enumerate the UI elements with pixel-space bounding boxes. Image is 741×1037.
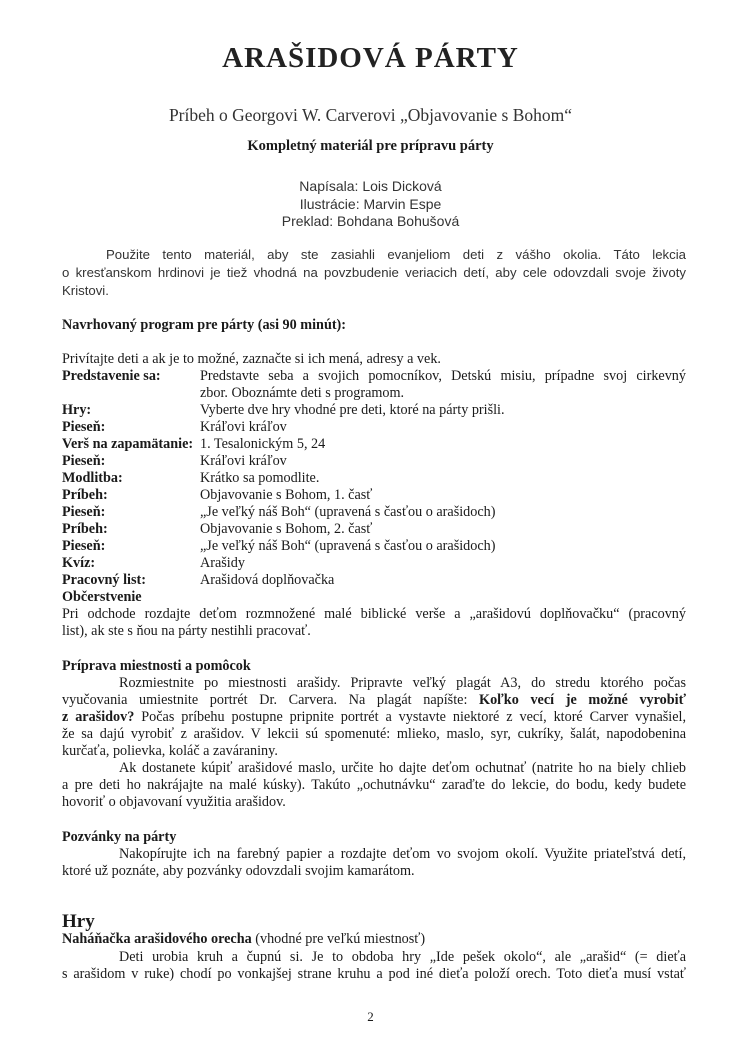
game-rules-line: Deti urobia kruh a čupnú si. Je to obdoba hry „Ide pešek okolo“, ale „arašid“ (= dieťa <box>119 949 686 965</box>
page-number: 2 <box>367 1009 374 1024</box>
program-value: Predstavte seba a svojich pomocníkov, Detskú misiu, prípadne svoj cirkevný <box>200 368 686 384</box>
program-value: zbor. Oboznámte deti s programom. <box>200 385 405 401</box>
program-label: Pieseň: <box>62 453 106 469</box>
program-value: Arašidová doplňovačka <box>200 572 335 588</box>
author-credit: Napísala: Lois Dicková <box>299 178 442 194</box>
program-label: Občerstvenie <box>62 589 142 605</box>
program-value: Kráľovi kráľov <box>200 419 287 435</box>
invitations-line: ktoré už poznáte, aby pozvánky odovzdali svojim kamarátom. <box>62 863 415 879</box>
program-value: Objavovanie s Bohom, 2. časť <box>200 521 373 537</box>
preparation-heading: Príprava miestnosti a pomôcok <box>62 658 251 674</box>
program-value: Kráľovi kráľov <box>200 453 287 469</box>
program-value: Objavovanie s Bohom, 1. časť <box>200 487 373 503</box>
poster-question-text: z arašidov? <box>62 709 135 725</box>
preparation-line: z arašidov? Počas príbehu postupne pripnite portrét a vystavte niektoré z vecí, ktoré Carver vynašiel, <box>62 709 686 725</box>
program-heading: Navrhovaný program pre párty (asi 90 minút): <box>62 317 347 333</box>
preparation-line: že sa dajú vyrobiť z arašidov. V lekcii sú spomenuté: mlieko, maslo, syr, cukríky, šalát, napodobenina <box>62 726 686 742</box>
game-title: Naháňačka arašidového orecha (vhodné pre veľkú miestnosť) <box>62 931 426 947</box>
program-label: Predstavenie sa: <box>62 368 161 384</box>
intro-line-2: o kresťanskom hrdinovi je tiež vhodná na povzbudenie veriacich detí, aby cele odovzdali svoje životy <box>62 265 686 280</box>
preparation-line: kurčaťa, polievka, koláč a zaváraniny. <box>62 743 278 759</box>
program-label: Modlitba: <box>62 470 123 486</box>
poster-question-text: Koľko vecí je možné vyrobiť <box>479 692 686 708</box>
intro-line-3: Kristovi. <box>62 283 109 298</box>
preparation-line: vyučovania umiestnite portrét Dr. Carvera. Na plagát napíšte: Koľko vecí je možné vyrobiť <box>62 692 686 708</box>
preparation-line: hovoriť o objavovaní využitia arašidov. <box>62 794 286 810</box>
program-label: Hry: <box>62 402 92 418</box>
program-value: „Je veľký náš Boh“ (upravená s časťou o arašidoch) <box>200 538 496 554</box>
page-subtitle: Príbeh o Georgovi W. Carverovi „Objavovanie s Bohom“ <box>168 105 573 125</box>
material-subheading: Kompletný materiál pre prípravu párty <box>247 138 494 154</box>
program-label: Pieseň: <box>62 419 106 435</box>
program-label: Pieseň: <box>62 504 106 520</box>
illustrations-credit: Ilustrácie: Marvin Espe <box>299 196 442 212</box>
translation-credit: Preklad: Bohdana Bohušová <box>281 213 460 229</box>
page-title: ARAŠIDOVÁ PÁRTY <box>222 42 519 74</box>
preparation-line: a pre deti ho nakrájajte na malé kúsky). Takúto „ochutnávku“ zaraďte do lekcie, do bodu, kedy budete <box>62 777 686 793</box>
program-label: Pieseň: <box>62 538 106 554</box>
program-welcome: Privítajte deti a ak je to možné, zaznačte si ich mená, adresy a vek. <box>62 351 441 367</box>
program-label: Príbeh: <box>62 521 108 537</box>
program-value: „Je veľký náš Boh“ (upravená s časťou o arašidoch) <box>200 504 496 520</box>
invitations-heading: Pozvánky na párty <box>62 829 177 845</box>
invitations-line: Nakopírujte ich na farebný papier a rozdajte deťom vo svojom okolí. Využite priateľstvá detí, <box>119 846 686 862</box>
departure-line-2: list), ak ste s ňou na párty nestihli pracovať. <box>62 623 311 639</box>
game-rules-line: s arašidom v ruke) chodí po vonkajšej strane kruhu a pod iné dieťa položí orech. Toto dieťa musí vstať <box>62 966 686 982</box>
program-label: Verš na zapamätanie: <box>62 436 194 452</box>
preparation-line: Ak dostanete kúpiť arašidové maslo, určite ho dajte deťom ochutnať (natrite ho na biely chlieb <box>119 760 686 776</box>
departure-line-1: Pri odchode rozdajte deťom rozmnožené malé biblické verše a „arašidovú doplňovačku“ (pracovný <box>62 606 686 622</box>
preparation-line: Rozmiestnite po miestnosti arašidy. Pripravte veľký plagát A3, do stredu ktorého počas <box>119 675 686 691</box>
program-label: Kvíz: <box>62 555 96 571</box>
program-value: Arašidy <box>200 555 245 571</box>
program-value: Vyberte dve hry vhodné pre deti, ktoré na párty prišli. <box>200 402 505 418</box>
games-heading: Hry <box>62 911 95 932</box>
program-label: Pracovný list: <box>62 572 146 588</box>
program-label: Príbeh: <box>62 487 108 503</box>
program-value: 1. Tesalonickým 5, 24 <box>200 436 326 452</box>
program-value: Krátko sa pomodlite. <box>200 470 320 486</box>
intro-line-1: Použite tento materiál, aby ste zasiahli evanjeliom deti z vášho okolia. Táto lekcia <box>106 247 686 262</box>
